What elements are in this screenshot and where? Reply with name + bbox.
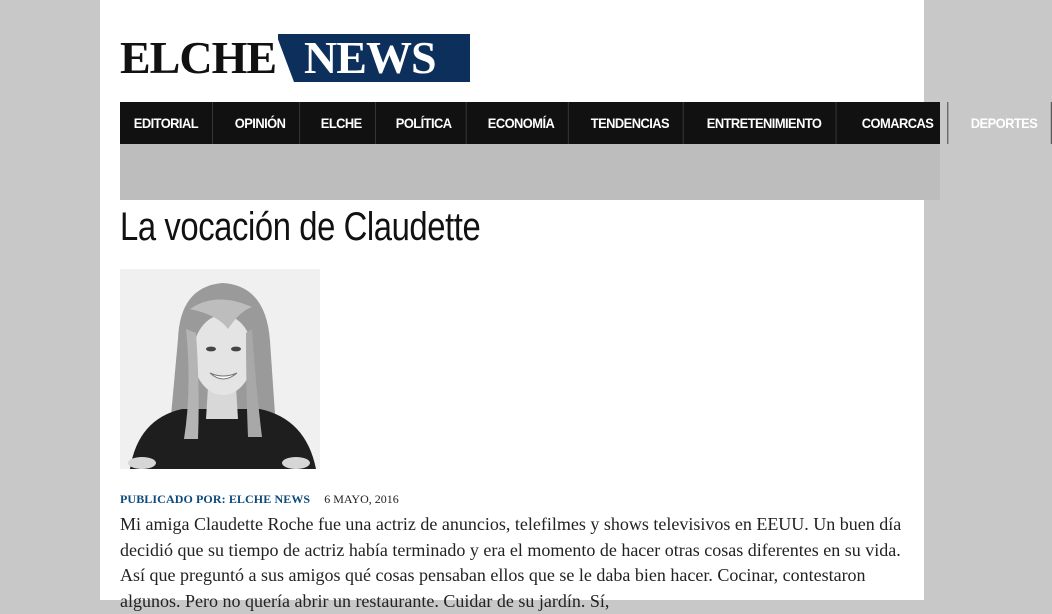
nav-item-comarcas[interactable]: COMARCAS	[848, 102, 948, 144]
site-logo[interactable]	[120, 34, 470, 82]
nav-item-tendencias[interactable]: TENDENCIAS	[577, 102, 684, 144]
logo-news-box	[278, 34, 470, 82]
author-link[interactable]: PUBLICADO POR: ELCHE NEWS	[120, 491, 311, 506]
article-body: Mi amiga Claudette Roche fue una actriz de anuncios, telefilmes y shows televisivos en EEUU. Un buen día decidió que su tiempo de actriz había terminado y era el momento de hacer otras cosas diferentes en su vida. Así que preguntó a sus amigos qué cosas pensaban ellos que se le daba bien hacer. Cocinar, contestaron algunos. Pero no quería abrir un restaurante. Cuidar de su jardín. Sí,	[120, 514, 902, 611]
logo-elche-text: ELCHE	[120, 32, 277, 83]
article-title: La vocación de Claudette	[120, 205, 481, 249]
publish-date: 6 MAYO, 2016	[324, 491, 399, 506]
logo-news-text: NEWS	[304, 32, 436, 83]
nav-item-entretenimiento[interactable]: ENTRETENIMIENTO	[693, 102, 836, 144]
nav-item-elche[interactable]: ELCHE	[307, 102, 376, 144]
article-meta	[120, 489, 399, 509]
nav-item-politica[interactable]: POLÍTICA	[382, 102, 466, 144]
sub-nav-bar	[120, 144, 940, 200]
main-nav	[120, 102, 1038, 144]
nav-item-editorial[interactable]: EDITORIAL	[120, 102, 213, 144]
author-photo	[120, 269, 320, 469]
page	[100, 0, 1038, 611]
nav-item-deportes[interactable]: DEPORTES	[957, 102, 1052, 144]
nav-item-economia[interactable]: ECONOMÍA	[474, 102, 569, 144]
nav-item-opinion[interactable]: OPINIÓN	[221, 102, 300, 144]
